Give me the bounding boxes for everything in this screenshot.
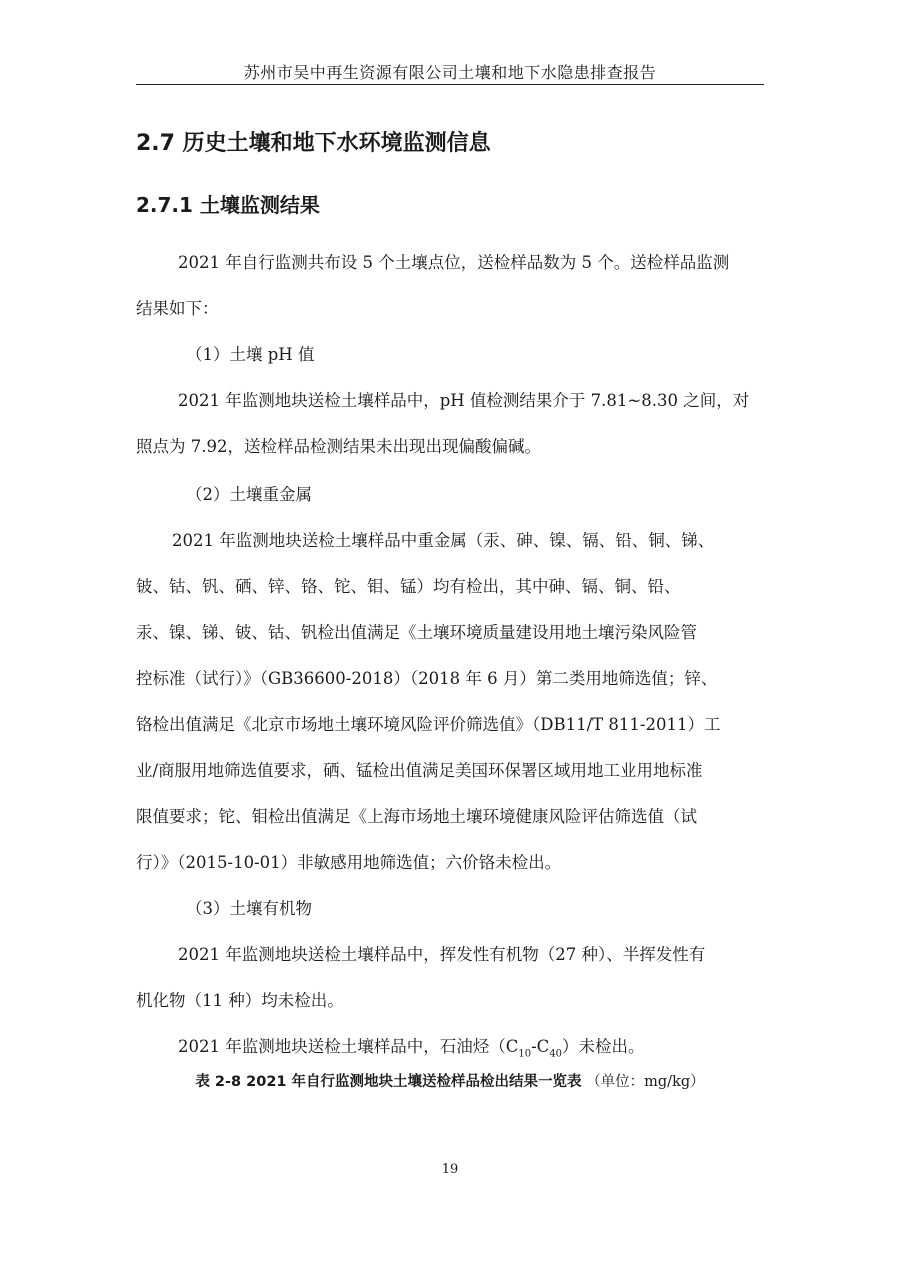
metals-line-4: 控标准（试行）》（GB36600-2018）（2018 年 6 月）第二类用地筛选值；锌、	[136, 669, 718, 688]
organics-line-2: 机化物（11 种）均未检出。	[136, 991, 344, 1010]
page-header: 苏州市吴中再生资源有限公司土壤和地下水隐患排查报告	[243, 63, 657, 82]
table-caption	[136, 1070, 764, 1091]
metals-line-2: 铍、钴、钒、硒、锌、铬、铊、钼、锰）均有检出，其中砷、镉、铜、铅、	[136, 577, 681, 596]
metals-line-8: 行）》（2015-10-01）非敏感用地筛选值；六价铬未检出。	[136, 853, 562, 872]
section-heading: 2.7 历史土壤和地下水环境监测信息	[136, 131, 491, 156]
metals-line-3: 汞、镍、锑、铍、钴、钒检出值满足《土壤环境质量建设用地土壤污染风险管	[136, 623, 697, 642]
organics-title: （3）土壤有机物	[186, 899, 312, 918]
metals-line-7: 限值要求；铊、钼检出值满足《上海市场地土壤环境健康风险评估筛选值（试	[136, 807, 697, 826]
petroleum-suffix: ）未检出。	[562, 1037, 645, 1056]
subsection-heading: 2.7.1 土壤监测结果	[136, 193, 320, 217]
intro-line-2: 结果如下：	[136, 299, 219, 318]
metals-line-5: 铬检出值满足《北京市场地土壤环境风险评价筛选值》（DB11/T 811-2011）工	[136, 715, 721, 734]
header-divider	[136, 84, 764, 85]
page-number: 19	[441, 1162, 459, 1177]
ph-title: （1）土壤 pH 值	[186, 345, 315, 364]
petroleum-subscript-40: 40	[549, 1048, 563, 1060]
petroleum-mid: -C	[531, 1037, 550, 1056]
intro-line-1: 2021 年自行监测共布设 5 个土壤点位，送检样品数为 5 个。送检样品监测	[178, 253, 730, 272]
table-caption-title: 表 2-8 2021 年自行监测地块土壤送检样品检出结果一览表	[195, 1074, 582, 1090]
ph-line-1: 2021 年监测地块送检土壤样品中，pH 值检测结果介于 7.81~8.30 之间，对	[178, 391, 750, 410]
metals-line-1: 2021 年监测地块送检土壤样品中重金属（汞、砷、镍、镉、铅、铜、锑、	[172, 531, 715, 550]
metals-line-6: 业/商服用地筛选值要求，硒、锰检出值满足美国环保署区域用地工业用地标准	[136, 761, 703, 780]
ph-line-2: 照点为 7.92，送检样品检测结果未出现出现偏酸偏碱。	[136, 437, 541, 456]
organics-line-1: 2021 年监测地块送检土壤样品中，挥发性有机物（27 种）、半挥发性有	[178, 945, 706, 964]
petroleum-subscript-10: 10	[518, 1048, 532, 1060]
petroleum-prefix: 2021 年监测地块送检土壤样品中，石油烃（C	[178, 1037, 519, 1056]
metals-title: （2）土壤重金属	[186, 485, 312, 504]
table-caption-unit: （单位：mg/kg）	[586, 1074, 705, 1090]
